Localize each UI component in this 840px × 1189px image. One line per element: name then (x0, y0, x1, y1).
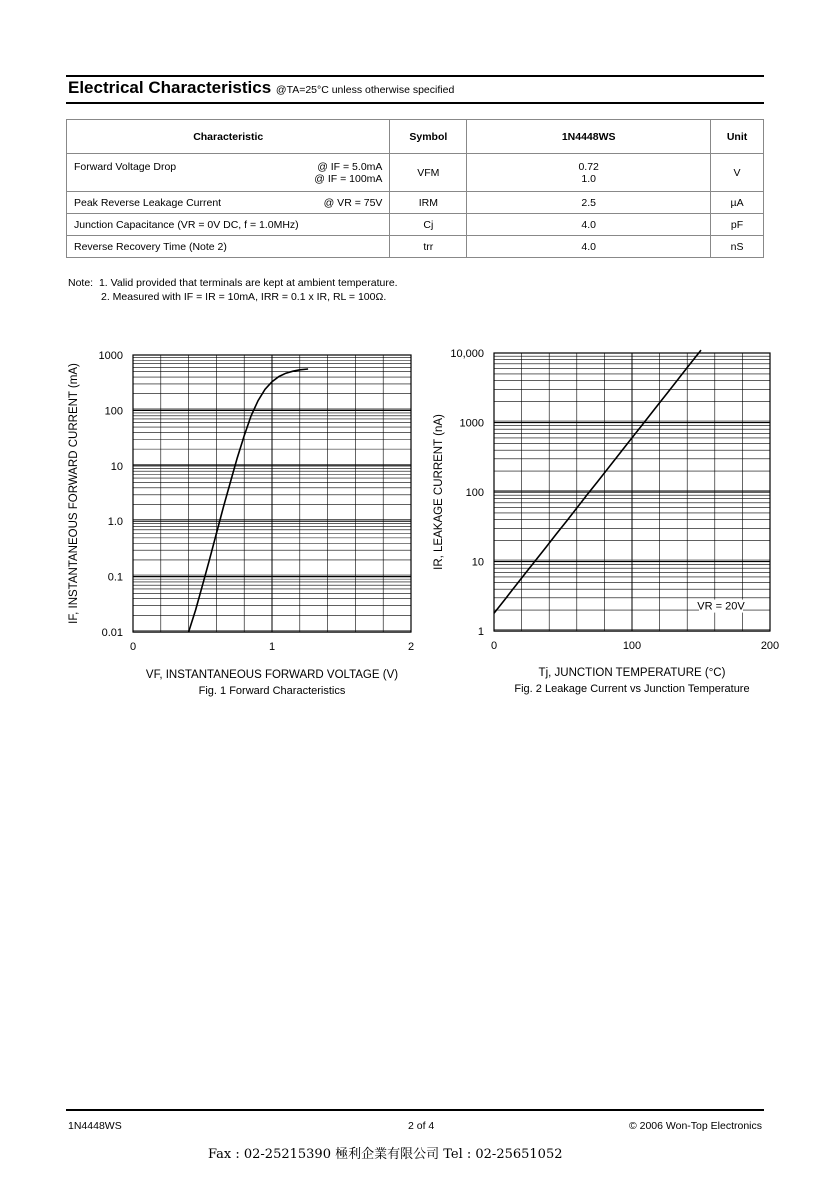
cell-value: 4.0 (467, 214, 711, 236)
footer-page: 2 of 4 (408, 1120, 435, 1132)
figure-caption: Fig. 2 Leakage Current vs Junction Temperature (514, 683, 750, 695)
y-tick-label: 1.0 (107, 516, 123, 529)
chart-1 (68, 350, 414, 697)
cell-symbol: IRM (390, 192, 467, 214)
y-tick-label: 100 (465, 487, 484, 499)
section-title-text: Electrical Characteristics (68, 78, 272, 97)
note-2: 2. Measured with IF = IR = 10mA, IRR = 0.1 x IR, RL = 100Ω. (101, 291, 387, 303)
value: 0.72 (578, 160, 599, 173)
y-tick-label: 10 (471, 556, 484, 569)
series-line (189, 369, 309, 632)
col-symbol: Symbol (390, 120, 467, 154)
section-condition: @TA=25°C unless otherwise specified (275, 84, 455, 96)
x-tick-label: 200 (760, 640, 780, 652)
y-tick-label: 1000 (98, 350, 123, 362)
characteristic-name: Forward Voltage Drop (74, 160, 177, 173)
y-tick-label: 0.01 (101, 627, 123, 639)
cell-value: 2.5 (467, 192, 711, 214)
cell-characteristic: Junction Capacitance (VR = 0V DC, f = 1.0MHz) (67, 214, 390, 236)
figure-caption: Fig. 1 Forward Characteristics (198, 685, 346, 697)
col-part: 1N4448WS (467, 120, 711, 154)
x-tick-label: 2 (407, 641, 415, 653)
cell-unit: nS (711, 236, 764, 258)
condition: @ IF = 100mA (314, 172, 383, 185)
condition: @ IF = 5.0mA (317, 160, 383, 173)
annotation-label: VR = 20V (697, 600, 745, 613)
footer-rule (66, 1109, 764, 1111)
cell-characteristic: Reverse Recovery Time (Note 2) (67, 236, 390, 258)
footer-part: 1N4448WS (68, 1120, 122, 1132)
chart-2 (433, 348, 779, 695)
cell-symbol: trr (390, 236, 467, 258)
y-axis-label: IF, INSTANTANEOUS FORWARD CURRENT (mA) (68, 363, 80, 624)
y-tick-label: 10,000 (450, 348, 484, 360)
cell-symbol: Cj (390, 214, 467, 236)
y-tick-label: 1000 (459, 417, 484, 430)
y-tick-label: 100 (104, 405, 123, 418)
note-1: 1. Valid provided that terminals are kept at ambient temperature. (98, 277, 398, 289)
x-tick-label: 0 (490, 640, 498, 652)
y-axis-label: IR, LEAKAGE CURRENT (nA) (433, 414, 445, 570)
y-tick-label: 10 (110, 460, 123, 473)
col-characteristic: Characteristic (67, 120, 390, 154)
col-unit: Unit (711, 120, 764, 154)
footer-contact: Fax : 02-25215390 極利企業有限公司 Tel : 02-25651052 (208, 1147, 563, 1162)
value: 1.0 (581, 172, 596, 185)
footer-copyright: © 2006 Won-Top Electronics (628, 1120, 762, 1132)
cell-value: 4.0 (467, 236, 711, 258)
x-tick-label: 0 (129, 641, 137, 653)
x-tick-label: 1 (268, 641, 276, 653)
characteristic-name: Peak Reverse Leakage Current (74, 196, 222, 209)
cell-unit: pF (711, 214, 764, 236)
cell-unit: V (711, 154, 764, 192)
x-tick-label: 100 (622, 640, 642, 652)
x-axis-label: VF, INSTANTANEOUS FORWARD VOLTAGE (V) (145, 669, 399, 681)
condition: @ VR = 75V (323, 196, 383, 209)
cell-unit: µA (711, 192, 764, 214)
y-tick-label: 1 (477, 626, 484, 638)
x-axis-label: Tj, JUNCTION TEMPERATURE (°C) (538, 667, 726, 679)
y-tick-label: 0.1 (107, 571, 123, 584)
cell-symbol: VFM (390, 154, 467, 192)
notes-label: Note: (68, 277, 94, 289)
